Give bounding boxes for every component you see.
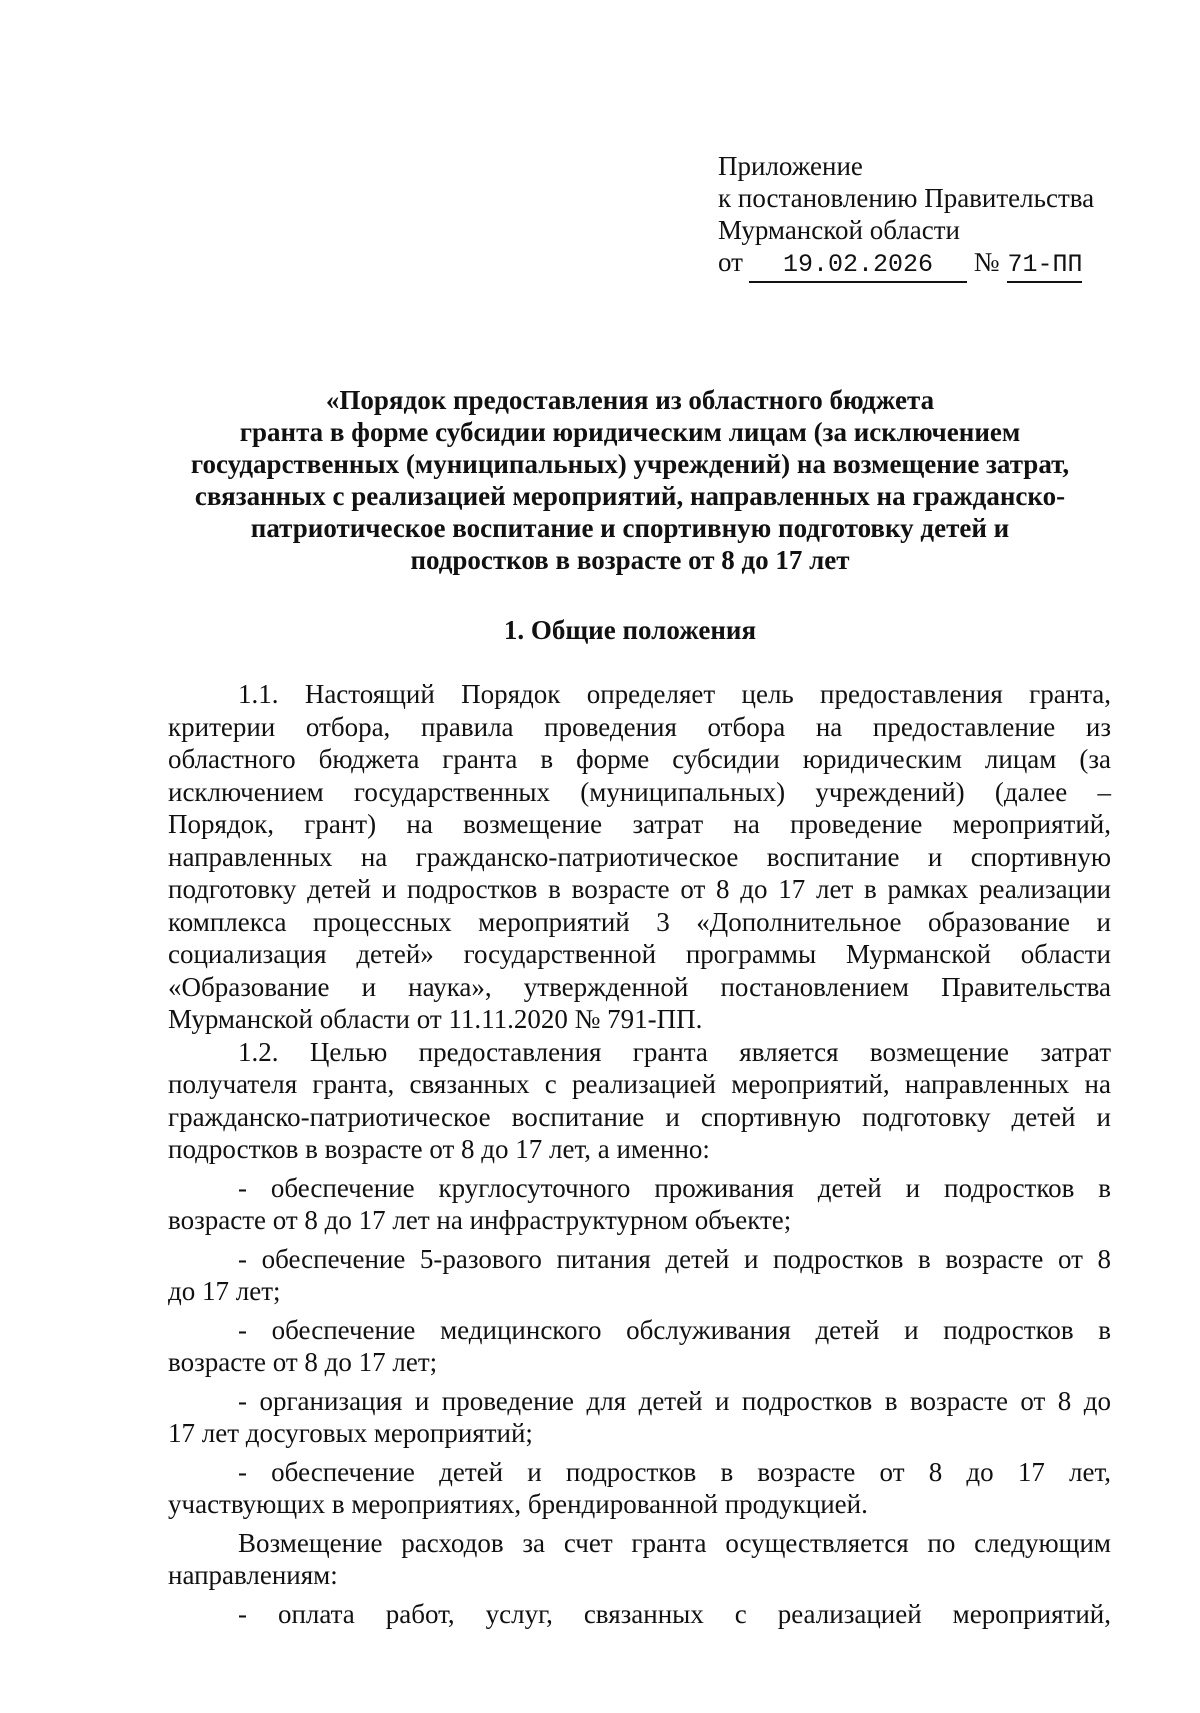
text-line: до 17 лет; xyxy=(168,1276,281,1306)
text-line: подростков в возрасте от 8 до 17 лет, а именно: xyxy=(168,1134,710,1164)
text-line: гражданско-патриотическое воспитание и спортивную подготовку детей и xyxy=(168,1101,1111,1132)
date-prefix: от xyxy=(718,247,743,277)
text-line: - организация и проведение для детей и подростков в возрасте от 8 до xyxy=(238,1385,1111,1416)
text-line: Мурманской области от 11.11.2020 № 791-ПП. xyxy=(168,1004,703,1034)
text-line: комплекса процессных мероприятий 3 «Дополнительное образование и xyxy=(168,906,1111,937)
text-line: направленных на гражданско-патриотическое воспитание и спортивную xyxy=(168,841,1111,872)
title-line: гранта в форме субсидии юридическим лицам (за исключением xyxy=(239,417,1021,447)
list-item xyxy=(168,1243,1111,1308)
appendix-label: Приложение xyxy=(718,151,863,181)
decree-date: 19.02.2026 xyxy=(749,249,967,283)
text-line: подготовку детей и подростков в возрасте от 8 до 17 лет в рамках реализации xyxy=(168,874,1111,904)
text-line: критерии отбора, правила проведения отбора на предоставление из xyxy=(168,711,1111,742)
document-body xyxy=(168,678,1111,1630)
text-line: социализация детей» государственной программы Мурманской области xyxy=(168,939,1111,969)
list-item xyxy=(168,1172,1111,1237)
text-line: Возмещение расходов за счет гранта осуществляется по следующим xyxy=(238,1527,1111,1558)
list-item xyxy=(168,1456,1111,1521)
title-line: связанных с реализацией мероприятий, направленных на гражданско- xyxy=(194,481,1066,511)
paragraph-reimbursement xyxy=(168,1527,1111,1592)
text-line: 17 лет досуговых мероприятий; xyxy=(168,1418,533,1448)
title-line: государственных (муниципальных) учреждений) на возмещение затрат, xyxy=(190,449,1070,479)
text-line: исключением государственных (муниципальных) учреждений) (далее – xyxy=(168,776,1111,807)
text-line: Порядок, грант) на возмещение затрат на проведение мероприятий, xyxy=(168,809,1111,839)
document-title xyxy=(150,384,1110,576)
section-heading: 1. Общие положения xyxy=(503,615,757,645)
list-item xyxy=(168,1385,1111,1450)
text-line: - обеспечение детей и подростков в возрасте от 8 до 17 лет, xyxy=(238,1456,1111,1487)
text-line: 1.2. Целью предоставления гранта является возмещение затрат xyxy=(238,1036,1111,1067)
appendix-date-line xyxy=(718,246,1094,283)
text-line: - обеспечение медицинского обслуживания детей и подростков в xyxy=(238,1314,1111,1345)
list-item xyxy=(168,1598,1111,1631)
text-line: возрасте от 8 до 17 лет; xyxy=(168,1347,438,1377)
text-line: возрасте от 8 до 17 лет на инфраструктурном объекте; xyxy=(168,1205,792,1235)
text-line: - оплата работ, услуг, связанных с реализацией мероприятий, xyxy=(238,1598,1111,1629)
text-line: участвующих в мероприятиях, брендированной продукцией. xyxy=(168,1489,868,1519)
appendix-region: Мурманской области xyxy=(718,215,960,245)
text-line: - обеспечение 5-разового питания детей и подростков в возрасте от 8 xyxy=(238,1243,1111,1274)
appendix-decree-ref: к постановлению Правительства xyxy=(718,183,1095,213)
appendix-block xyxy=(718,150,1094,283)
text-line: 1.1. Настоящий Порядок определяет цель предоставления гранта, xyxy=(238,679,1111,709)
title-line: подростков в возрасте от 8 до 17 лет xyxy=(410,545,850,575)
decree-number: 71-ПП xyxy=(1007,249,1082,283)
title-line: «Порядок предоставления из областного бюджета xyxy=(325,385,935,415)
title-line: патриотическое воспитание и спортивную подготовку детей и xyxy=(250,513,1010,543)
list-item xyxy=(168,1314,1111,1379)
text-line: получателя гранта, связанных с реализацией мероприятий, направленных на xyxy=(168,1069,1111,1099)
text-line: областного бюджета гранта в форме субсидии юридическим лицам (за xyxy=(168,744,1111,774)
text-line: направлениям: xyxy=(168,1560,338,1590)
number-prefix: № xyxy=(973,247,1000,277)
text-line: «Образование и наука», утвержденной постановлением Правительства xyxy=(168,971,1111,1002)
paragraph-1-2 xyxy=(168,1036,1111,1166)
paragraph-1-1 xyxy=(168,678,1111,1036)
text-line: - обеспечение круглосуточного проживания детей и подростков в xyxy=(238,1172,1111,1203)
